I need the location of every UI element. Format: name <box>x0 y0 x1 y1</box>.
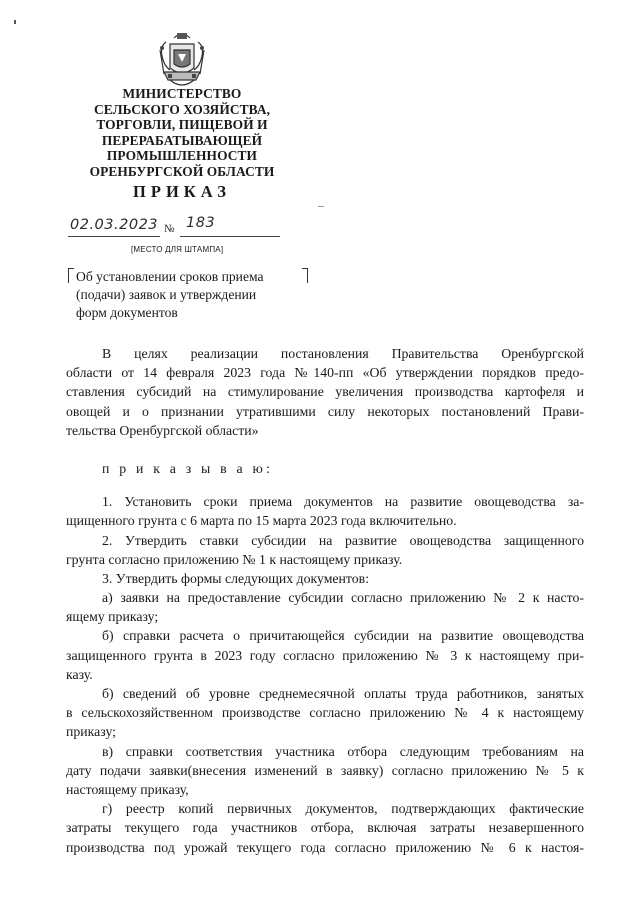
item-3a <box>66 588 584 626</box>
order-subject <box>76 268 308 322</box>
subject-line: (подачи) заявок и утверждении <box>76 287 257 302</box>
preamble-line: области от 14 февраля 2023 года №140-пп «Об утверждении порядков предо- <box>66 365 584 381</box>
order-date: 02.03.2023 <box>70 217 159 233</box>
item-line: г) реестр копий первичных документов, подтверждающих фактические <box>102 801 584 817</box>
item-3 <box>66 569 584 588</box>
number-underline <box>180 236 280 237</box>
ministry-line: ПЕРЕРАБАТЫВАЮЩЕЙ <box>101 132 263 148</box>
order-body <box>66 344 584 857</box>
item-line: затраты текущего года участников отбора, включая затраты незавершенного <box>66 820 584 836</box>
item-line: 3. Утвердить формы следующих документов: <box>102 570 370 586</box>
item-line: 1. Установить сроки приема документов на развитие овощеводства за- <box>102 494 584 510</box>
item-3b <box>66 626 584 684</box>
item-3b2 <box>66 684 584 742</box>
item-3v <box>66 742 584 800</box>
item-line: дату подачи заявки(внесения изменений в заявку) согласно приложению № 5 к <box>66 762 584 778</box>
date-number-line <box>66 215 286 239</box>
item-line: защищенного грунта в 2023 году согласно приложению № 3 к настоящему при- <box>66 647 584 663</box>
ministry-name <box>70 86 294 180</box>
item-line: настоящему приказу, <box>66 781 189 797</box>
preamble-line: овощей и о признании утратившими силу некоторых постановлений Прави- <box>66 403 584 419</box>
stamp-placeholder: [МЕСТО ДЛЯ ШТАМПА] <box>131 245 224 254</box>
item-line: ящему приказу; <box>66 609 159 625</box>
item-line: в сельскохозяйственном производстве согласно приложению № 4 к настоящему <box>66 705 584 721</box>
preamble-line: тельства Оренбургской области» <box>66 422 259 438</box>
item-line: 2. Утвердить ставки субсидии на развитие овощеводства защищенного <box>102 532 584 548</box>
subject-line: Об установлении сроков приема <box>76 269 264 284</box>
item-2 <box>66 531 584 569</box>
order-title: ПРИКАЗ <box>133 182 231 201</box>
ministry-line: ТОРГОВЛИ, ПИЩЕВОЙ И <box>96 117 268 133</box>
ministry-line: ПРОМЫШЛЕННОСТИ <box>106 148 258 164</box>
order-number: 183 <box>186 215 216 231</box>
item-3g <box>66 799 584 857</box>
preamble-line: В целях реализации постановления Правительства Оренбургской <box>102 346 584 361</box>
number-sign: № <box>164 223 175 235</box>
item-line: б) сведений об уровне среднемесячной оплаты труда работников, занятых <box>102 686 584 701</box>
preamble-line: ставления субсидий на стимулирование увеличения производства картофеля и <box>66 384 584 400</box>
item-line: а) заявки на предоставление субсидии согласно приложению № 2 к насто- <box>102 590 584 606</box>
item-line: приказу; <box>66 724 116 740</box>
subject-line: форм документов <box>76 305 178 320</box>
ministry-line: СЕЛЬСКОГО ХОЗЯЙСТВА, <box>93 101 271 117</box>
decree-word: п р и к а з ы в а ю: <box>102 460 274 476</box>
item-line: производства под урожай текущего года согласно приложению № 6 к настоя- <box>66 839 584 855</box>
item-line: щищенного грунта с 6 марта по 15 марта 2023 года включительно. <box>66 513 457 529</box>
date-underline <box>68 236 160 237</box>
scan-mark <box>14 20 16 24</box>
ministry-line: ОРЕНБУРГСКОЙ ОБЛАСТИ <box>89 163 275 179</box>
subject-bracket-left <box>68 268 74 283</box>
item-line: в) справки соответствия участника отбора следующим требованиям на <box>102 743 584 759</box>
item-line: б) справки расчета о причитающейся субсидии на развитие овощеводства <box>102 628 584 644</box>
scan-mark <box>318 206 324 207</box>
item-line: казу. <box>66 666 93 682</box>
ministry-line: МИНИСТЕРСТВО <box>122 86 242 101</box>
item-1 <box>66 492 584 530</box>
item-line: грунта согласно приложению № 1 к настоящему приказу. <box>66 551 403 567</box>
preamble <box>66 344 584 440</box>
coat-of-arms-icon <box>156 30 208 92</box>
